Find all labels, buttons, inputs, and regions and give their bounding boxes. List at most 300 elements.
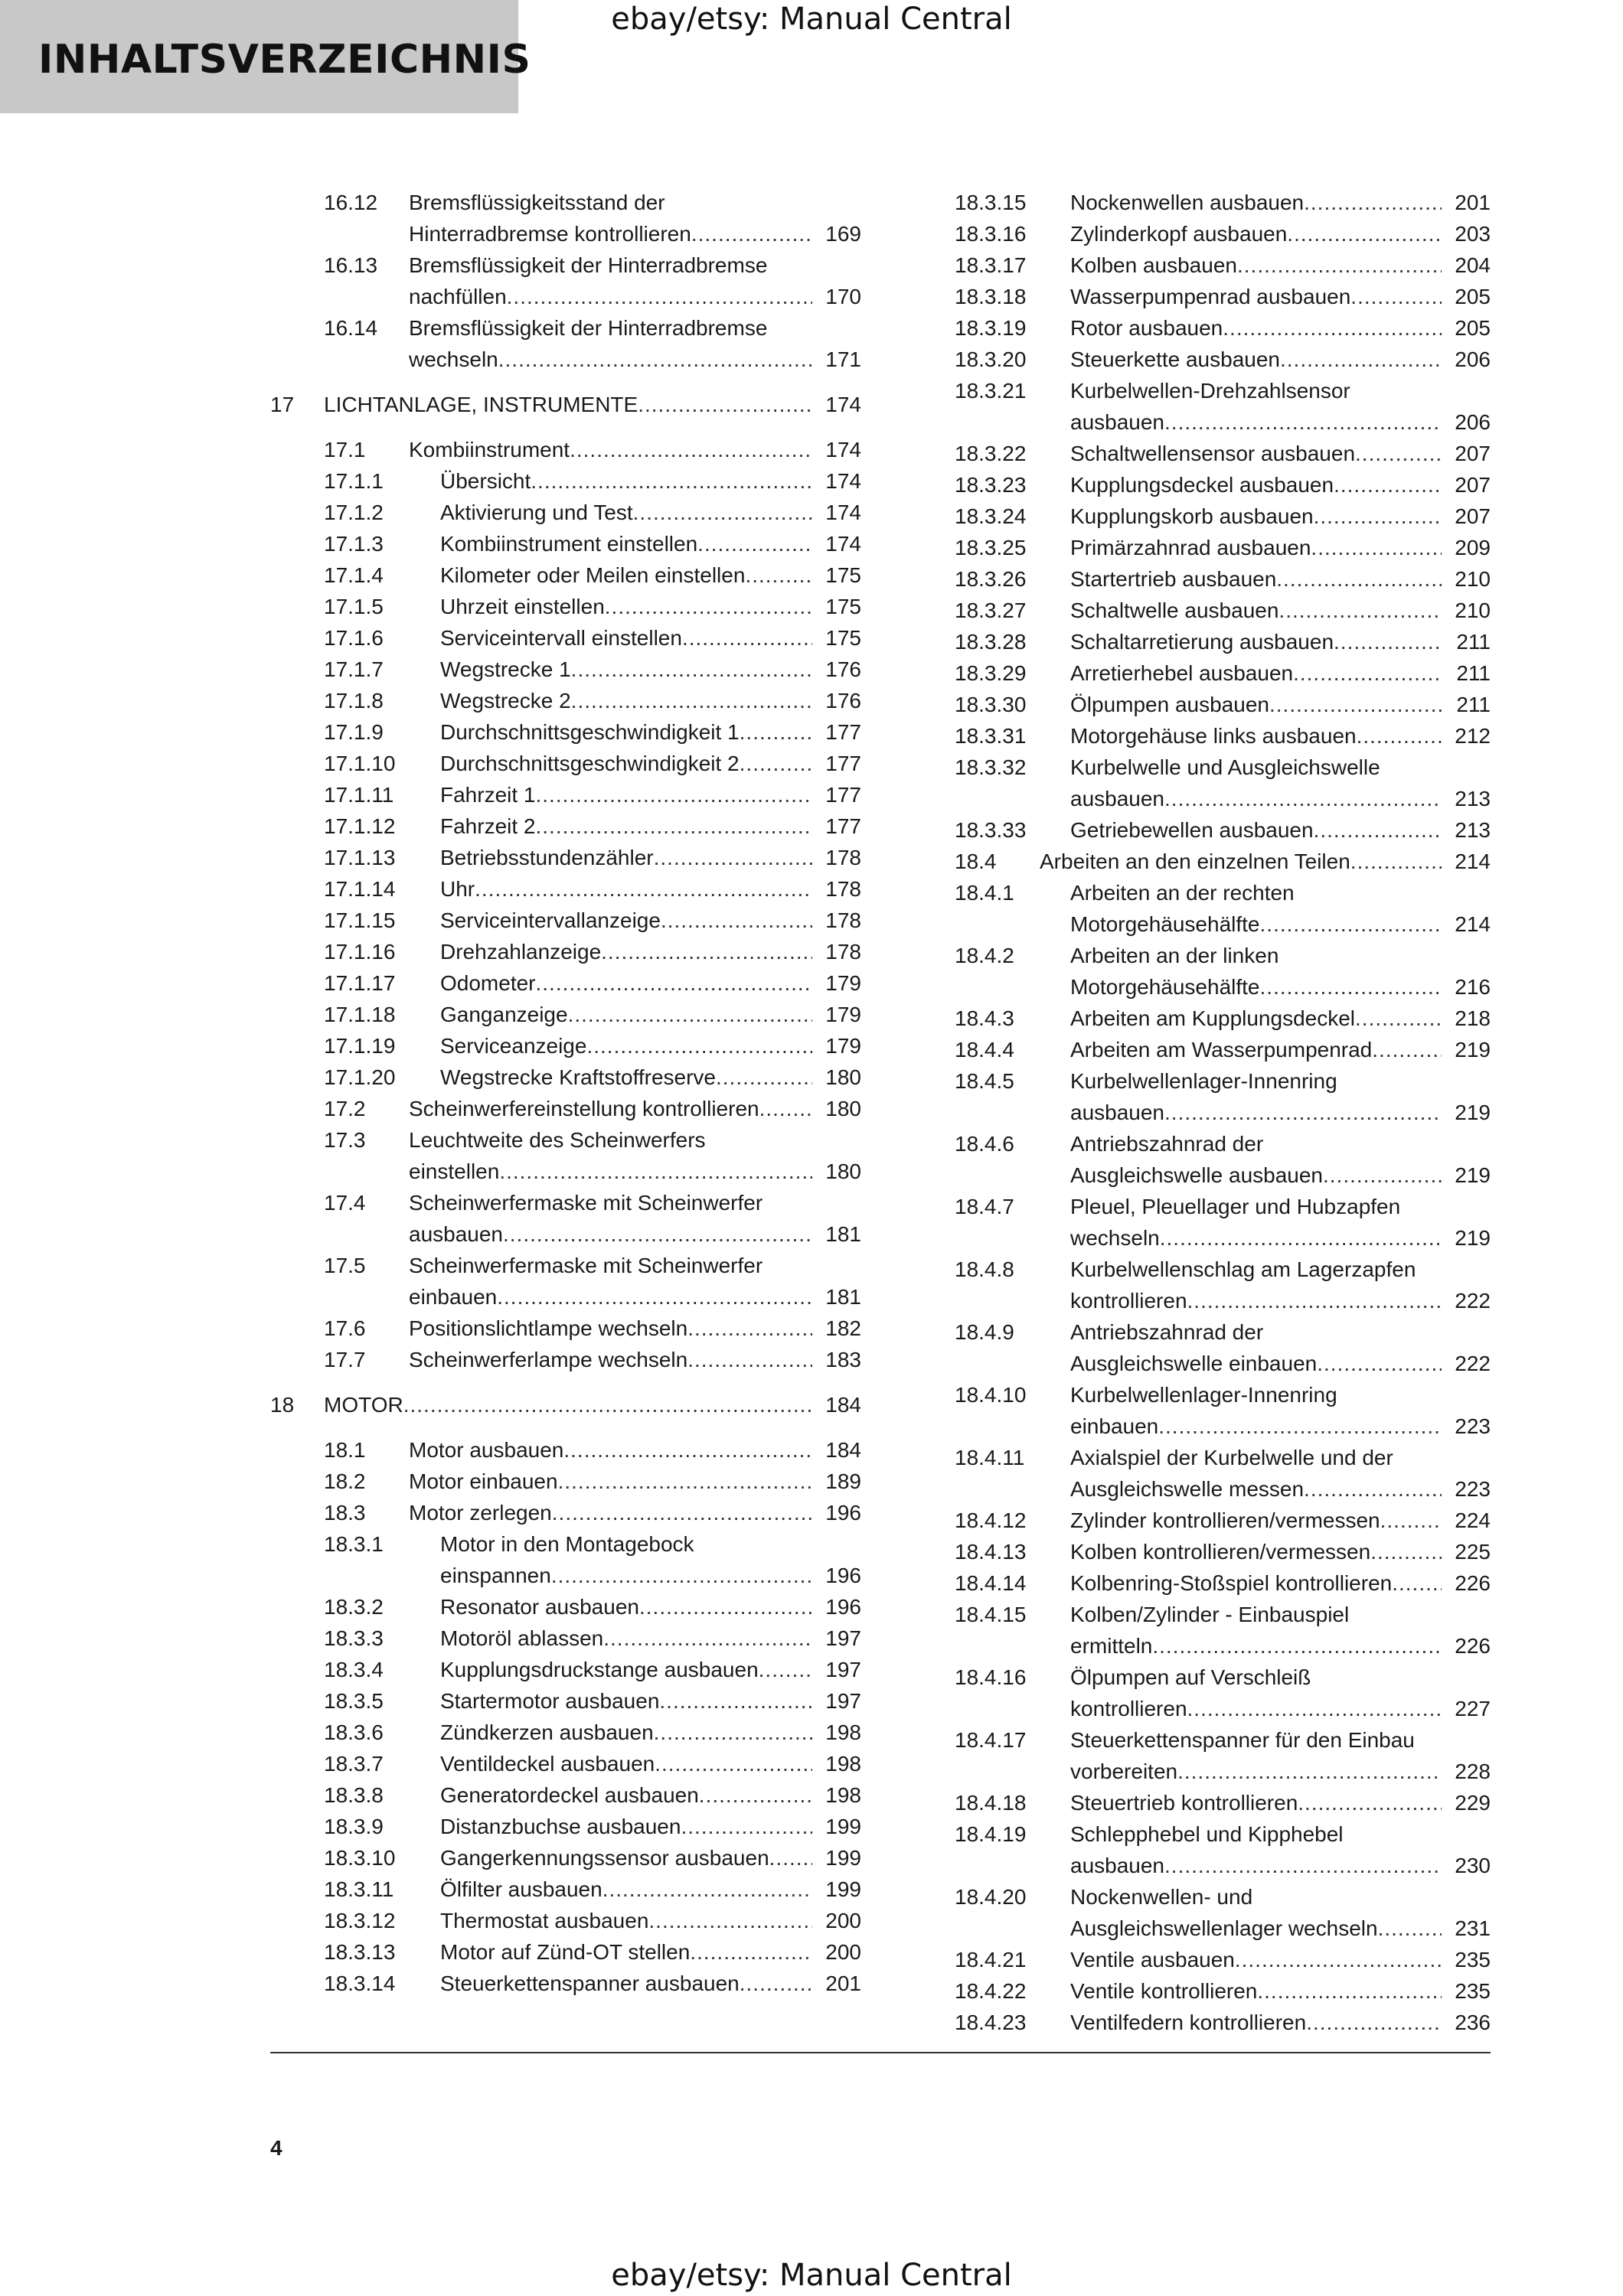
toc-entry[interactable] [955,940,1491,1003]
toc-entry-title-line: kontrollieren [1070,1289,1187,1313]
toc-entry[interactable] [955,1975,1491,2007]
toc-entry-number: 17.3 [324,1128,366,1152]
toc-entry-title-line: Motor zerlegen [409,1501,552,1525]
dot-leader [571,654,812,685]
toc-entry[interactable] [955,1379,1491,1442]
toc-entry[interactable] [270,312,861,375]
toc-entry-number: 17 [270,393,295,416]
toc-entry-page: 228 [1455,1760,1491,1783]
toc-entry[interactable] [955,1128,1491,1191]
toc-entry-title-line: Zündkerzen ausbauen [440,1720,654,1744]
toc-entry[interactable] [270,842,861,873]
toc-entry-number: 17.1.4 [324,563,384,587]
dot-leader [531,465,812,497]
toc-entry-title-line: Kilometer oder Meilen einstellen [440,563,746,587]
toc-entry[interactable] [955,563,1491,595]
toc-entry-number: 18.3.21 [955,379,1027,403]
toc-entry[interactable] [270,1124,861,1187]
dot-leader [697,528,812,559]
toc-entry-number: 17.1.3 [324,532,384,556]
dot-leader [1298,1787,1442,1818]
toc-entry-page: 235 [1455,1948,1491,1971]
toc-entry-title-line: Ganganzeige [440,1003,568,1026]
toc-entry-title-line: Kurbelwellenschlag am Lagerzapfen [1070,1257,1416,1281]
toc-entry[interactable] [955,1442,1491,1505]
toc-entry-number: 18.3 [324,1501,366,1525]
dot-leader [1260,971,1442,1003]
toc-chapter-entry[interactable] [270,1389,861,1420]
toc-entry[interactable] [270,873,861,905]
toc-entry-title-line: Kolben ausbauen [1070,253,1237,277]
dot-leader [605,591,812,622]
toc-entry-page: 170 [825,285,861,308]
toc-entry[interactable] [270,1748,861,1779]
dot-leader [1317,1348,1442,1379]
toc-entry-number: 18.4.9 [955,1320,1014,1344]
toc-entry-page: 198 [825,1783,861,1807]
toc-entry-title-line: Arbeiten am Wasserpumpenrad [1070,1038,1373,1062]
toc-entry-number: 17.1.10 [324,752,396,775]
toc-entry[interactable] [955,1254,1491,1316]
toc-entry-page: 204 [1455,253,1491,277]
toc-entry-page: 214 [1455,850,1491,873]
toc-entry-number: 17.1.20 [324,1065,396,1089]
toc-entry[interactable] [955,752,1491,814]
toc-entry[interactable] [955,218,1491,249]
toc-entry[interactable] [270,528,861,559]
toc-entry[interactable] [270,1434,861,1466]
watermark-bottom: ebay/etsy: Manual Central [611,2258,1012,2293]
dot-leader [601,936,812,967]
toc-entry-title-line: Odometer [440,971,536,995]
toc-entry-number: 17.1.7 [324,657,384,681]
toc-entry[interactable] [955,1191,1491,1254]
toc-entry-number: 17.1.2 [324,501,384,524]
toc-entry[interactable] [955,689,1491,720]
toc-entry-number: 18.3.31 [955,724,1027,748]
dot-leader [659,1685,812,1717]
dot-leader [475,873,812,905]
toc-entry-page: 174 [825,532,861,556]
toc-entry-page: 182 [825,1316,861,1340]
toc-entry-number: 17.1.11 [324,783,394,807]
toc-entry-page: 222 [1455,1352,1491,1375]
toc-entry-title-line: ausbauen [1070,1854,1165,1877]
toc-entry-number: 18.3.10 [324,1846,396,1870]
dot-leader [1304,1473,1442,1505]
toc-entry-number: 17.1.16 [324,940,396,964]
toc-entry[interactable] [955,469,1491,501]
toc-entry[interactable] [955,1662,1491,1724]
toc-entry-number: 18.3.12 [324,1909,396,1932]
toc-entry[interactable] [270,685,861,716]
toc-entry[interactable] [270,434,861,465]
toc-entry-number: 18.3.14 [324,1971,396,1995]
dot-leader [639,1591,812,1623]
toc-entry[interactable] [270,1936,861,1968]
toc-entry-title-line: Fahrzeit 1 [440,783,536,807]
toc-entry-page: 175 [825,626,861,650]
toc-entry-page: 201 [1455,191,1491,214]
toc-entry-page: 180 [825,1159,861,1183]
toc-chapter-entry[interactable] [270,389,861,420]
dot-leader [558,1466,812,1497]
toc-entry-number: 18.4.17 [955,1728,1027,1752]
toc-entry[interactable] [270,1591,861,1623]
toc-entry-title-line: Drehzahlanzeige [440,940,602,964]
dot-leader [1269,689,1442,720]
toc-entry-page: 178 [825,846,861,869]
toc-entry-title-line: Ventile kontrollieren [1070,1979,1258,2003]
toc-entry[interactable] [270,716,861,748]
toc-entry-page: 206 [1455,410,1491,434]
toc-entry-title-line: einbauen [1070,1414,1159,1438]
toc-entry-number: 18.4.11 [955,1446,1025,1469]
dot-leader [1164,406,1442,438]
toc-entry[interactable] [270,497,861,528]
dot-leader [740,1968,812,1999]
dot-leader [1370,1536,1442,1567]
toc-entry-page: 196 [825,1595,861,1619]
toc-entry-title-line: Antriebszahnrad der [1070,1132,1264,1156]
toc-entry-page: 171 [825,347,861,371]
toc-entry-number: 18.3.1 [324,1532,384,1556]
toc-entry[interactable] [270,1030,861,1062]
toc-entry[interactable] [955,532,1491,563]
dot-leader [690,1936,812,1968]
toc-entry[interactable] [270,465,861,497]
toc-entry[interactable] [270,999,861,1030]
toc-entry-page: 177 [825,752,861,775]
toc-entry-number: 18.4.5 [955,1069,1014,1093]
toc-entry[interactable] [955,312,1491,344]
dot-leader [536,779,813,810]
toc-entry-page: 201 [825,1971,861,1995]
toc-entry[interactable] [270,1654,861,1685]
toc-entry-title-line: Leuchtweite des Scheinwerfers [409,1128,706,1152]
toc-entry-title-line: Ölfilter ausbauen [440,1877,603,1901]
toc-entry-number: 18.4.6 [955,1132,1014,1156]
toc-entry-number: 18.4.18 [955,1791,1027,1815]
toc-entry-page: 219 [1455,1038,1491,1062]
toc-entry[interactable] [955,595,1491,626]
toc-entry-number: 18.3.28 [955,630,1027,654]
toc-entry-page: 198 [825,1752,861,1776]
toc-entry-number: 18.3.30 [955,693,1027,716]
toc-entry-title-line: Wegstrecke 1 [440,657,571,681]
toc-entry[interactable] [270,1528,861,1591]
toc-entry-title-line: Schaltarretierung ausbauen [1070,630,1334,654]
toc-entry[interactable] [955,1787,1491,1818]
dot-leader [1372,1034,1442,1065]
toc-entry[interactable] [270,748,861,779]
toc-entry[interactable] [270,936,861,967]
toc-entry-number: 17.4 [324,1191,366,1215]
toc-entry[interactable] [955,1881,1491,1944]
toc-entry-page: 210 [1455,567,1491,591]
toc-entry-title-line: Wasserpumpenrad ausbauen [1070,285,1351,308]
toc-entry-title-line: Betriebsstundenzähler [440,846,654,869]
toc-entry-title-line: ausbauen [1070,1101,1165,1124]
dot-leader [1334,626,1442,657]
toc-entry[interactable] [270,1250,861,1313]
toc-entry-number: 18.4.7 [955,1195,1014,1218]
toc-entry-title-line: Antriebszahnrad der [1070,1320,1264,1344]
toc-entry-number: 18.3.16 [955,222,1027,246]
dot-leader [716,1062,812,1093]
toc-entry-page: 181 [825,1285,861,1309]
toc-entry[interactable] [955,877,1491,940]
toc-entry[interactable] [270,622,861,654]
dot-leader [1160,1222,1442,1254]
toc-entry-title-line: Motorgehäuse links ausbauen [1070,724,1357,748]
toc-entry-number: 18.3.15 [955,191,1027,214]
toc-entry[interactable] [270,1623,861,1654]
toc-entry[interactable] [955,1505,1491,1536]
toc-entry-title-line: Startermotor ausbauen [440,1689,660,1713]
dot-leader [1260,908,1442,940]
toc-entry[interactable] [955,1818,1491,1881]
toc-entry-title-line: Arretierhebel ausbauen [1070,661,1294,685]
toc-entry-title-line: Scheinwerfermaske mit Scheinwerfer [409,1254,763,1277]
dot-leader [745,559,812,591]
toc-entry-title-line: Wegstrecke 2 [440,689,571,713]
toc-entry[interactable] [270,654,861,685]
toc-entry-number: 18.4.13 [955,1540,1027,1564]
toc-entry-page: 196 [825,1564,861,1587]
toc-entry[interactable] [270,1093,861,1124]
toc-entry-title-line: Positionslichtlampe wechseln [409,1316,688,1340]
toc-entry-page: 197 [825,1689,861,1713]
toc-entry-number: 18.3.18 [955,285,1027,308]
toc-entry-page: 174 [825,469,861,493]
toc-entry[interactable] [955,846,1491,877]
toc-entry-page: 184 [825,1438,861,1462]
dot-leader [1378,1913,1442,1944]
toc-entry[interactable] [955,344,1491,375]
toc-entry-number: 18.3.6 [324,1720,384,1744]
toc-entry-page: 212 [1455,724,1491,748]
dot-leader [1350,846,1442,877]
toc-entry-page: 231 [1455,1916,1491,1940]
toc-entry[interactable] [270,1842,861,1874]
dot-leader [1314,501,1442,532]
toc-entry-title-line: Nockenwellen ausbauen [1070,191,1305,214]
dot-leader [552,1497,812,1528]
toc-entry[interactable] [270,559,861,591]
dot-leader [638,389,812,420]
toc-entry[interactable] [270,967,861,999]
toc-entry[interactable] [270,249,861,312]
dot-leader [1278,595,1442,626]
toc-entry[interactable] [955,1065,1491,1128]
dot-leader [1164,783,1442,814]
toc-entry[interactable] [955,501,1491,532]
toc-entry-title-line: Übersicht [440,469,531,493]
toc-entry-title-line: Motor in den Montagebock [440,1532,694,1556]
toc-entry-number: 17.1.9 [324,720,384,744]
toc-entry[interactable] [955,1536,1491,1567]
toc-entry-page: 207 [1455,473,1491,497]
toc-entry-number: 18.3.17 [955,253,1027,277]
toc-entry-number: 18.3.29 [955,661,1027,685]
toc-entry-page: 210 [1455,598,1491,622]
toc-entry[interactable] [270,1187,861,1250]
watermark-top: ebay/etsy: Manual Central [611,2,1012,37]
toc-entry-title-line: nachfüllen [409,285,507,308]
toc-entry[interactable] [955,2007,1491,2038]
toc-entry-title-line: Ausgleichswelle messen [1070,1477,1305,1501]
toc-entry-page: 203 [1455,222,1491,246]
toc-entry-title-line: Bremsflüssigkeit der Hinterradbremse [409,253,768,277]
toc-entry[interactable] [955,657,1491,689]
toc-entry-page: 177 [825,720,861,744]
toc-entry-number: 18.4.12 [955,1508,1027,1532]
toc-entry[interactable] [955,249,1491,281]
toc-entry[interactable] [955,1944,1491,1975]
toc-entry[interactable] [270,1062,861,1093]
toc-entry[interactable] [270,1497,861,1528]
dot-leader [1280,344,1442,375]
toc-entry-page: 230 [1455,1854,1491,1877]
toc-entry-title-line: ausbauen [1070,787,1165,810]
toc-entry-title-line: Durchschnittsgeschwindigkeit 2 [440,752,740,775]
dot-leader [1257,1975,1442,2007]
toc-entry-number: 17.1.14 [324,877,396,901]
toc-entry-title-line: Steuerkette ausbauen [1070,347,1280,371]
dot-leader [1392,1567,1442,1599]
toc-entry-title-line: Bremsflüssigkeitsstand der [409,191,665,214]
toc-entry-number: 17.1.6 [324,626,384,650]
toc-entry-title-line: Kurbelwellenlager-Innenring [1070,1069,1337,1093]
dot-leader [740,748,812,779]
toc-entry-title-line: Ölpumpen ausbauen [1070,693,1269,716]
toc-entry[interactable] [270,591,861,622]
toc-entry[interactable] [955,375,1491,438]
toc-entry[interactable] [955,1034,1491,1065]
toc-entry-title-line: Primärzahnrad ausbauen [1070,536,1311,559]
toc-entry[interactable] [955,1567,1491,1599]
toc-entry[interactable] [955,1316,1491,1379]
toc-entry[interactable] [270,810,861,842]
toc-entry-title-line: Arbeiten am Kupplungsdeckel [1070,1006,1356,1030]
toc-entry-page: 174 [825,438,861,461]
toc-entry-page: 181 [825,1222,861,1246]
toc-entry-number: 16.14 [324,316,378,340]
dot-leader [699,1779,812,1811]
toc-entry-page: 226 [1455,1571,1491,1595]
dot-leader [654,1717,812,1748]
toc-entry-number: 18.1 [324,1438,366,1462]
toc-entry-number: 18.3.23 [955,473,1027,497]
toc-entry[interactable] [955,438,1491,469]
toc-entry-title-line: Serviceanzeige [440,1034,587,1058]
toc-entry[interactable] [270,1313,861,1344]
toc-entry-number: 17.7 [324,1348,366,1371]
toc-entry[interactable] [955,626,1491,657]
dot-leader [1311,532,1442,563]
toc-entry[interactable] [955,1724,1491,1787]
dot-leader [1323,1159,1442,1191]
toc-entry[interactable] [955,1599,1491,1662]
toc-entry[interactable] [270,1717,861,1748]
toc-entry-page: 214 [1455,912,1491,936]
toc-entry[interactable] [270,1344,861,1375]
toc-entry-page: 178 [825,908,861,932]
toc-entry-title-line: Kurbelwellen-Drehzahlsensor [1070,379,1350,403]
toc-entry-title-line: Kolben kontrollieren/vermessen [1070,1540,1371,1564]
toc-entry[interactable] [955,187,1491,218]
dot-leader [1164,1850,1442,1881]
toc-entry-title-line: Schaltwelle ausbauen [1070,598,1279,622]
toc-entry[interactable] [270,779,861,810]
toc-entry-number: 17.1.19 [324,1034,396,1058]
toc-entry-title-line: Aktivierung und Test [440,501,633,524]
dot-leader [1237,249,1442,281]
toc-entry[interactable] [270,1466,861,1497]
toc-column-left [270,187,861,1999]
toc-entry[interactable] [270,1905,861,1936]
toc-entry[interactable] [955,720,1491,752]
toc-entry-page: 169 [825,222,861,246]
dot-leader [681,1811,812,1842]
dot-leader [536,810,813,842]
toc-entry[interactable] [270,1874,861,1905]
toc-entry-title-line: Motor einbauen [409,1469,558,1493]
dot-leader [1355,438,1442,469]
dot-leader [551,1560,812,1591]
dot-leader [648,1905,812,1936]
toc-entry-number: 18.4.1 [955,881,1014,905]
toc-entry[interactable] [270,905,861,936]
toc-entry-page: 207 [1455,504,1491,528]
dot-leader [603,1623,812,1654]
toc-entry-number: 18 [270,1393,295,1417]
toc-entry[interactable] [270,1811,861,1842]
toc-entry[interactable] [955,814,1491,846]
toc-entry[interactable] [270,187,861,249]
toc-entry[interactable] [270,1968,861,1999]
toc-entry-title-line: Ventildeckel ausbauen [440,1752,655,1776]
dot-leader [586,1030,812,1062]
toc-entry-page: 199 [825,1846,861,1870]
dot-leader [1380,1505,1442,1536]
toc-entry-page: 223 [1455,1477,1491,1501]
toc-entry-title-line: Startertrieb ausbauen [1070,567,1277,591]
toc-entry-title-line: Kupplungskorb ausbauen [1070,504,1314,528]
toc-entry[interactable] [955,281,1491,312]
toc-entry-page: 200 [825,1909,861,1932]
toc-entry-title-line: Scheinwerfereinstellung kontrollieren [409,1097,759,1120]
toc-column-right [955,187,1491,2038]
dot-leader [1350,281,1442,312]
toc-entry-title-line: Getriebewellen ausbauen [1070,818,1314,842]
toc-entry-page: 211 [1456,693,1491,716]
toc-entry-page: 219 [1455,1101,1491,1124]
toc-entry[interactable] [270,1685,861,1717]
toc-entry-page: 205 [1455,316,1491,340]
toc-entry-page: 216 [1455,975,1491,999]
toc-entry-page: 205 [1455,285,1491,308]
toc-entry-number: 18.3.33 [955,818,1027,842]
toc-entry-page: 229 [1455,1791,1491,1815]
toc-entry-title-line: MOTOR [324,1393,403,1417]
toc-entry[interactable] [270,1779,861,1811]
toc-entry-page: 175 [825,595,861,618]
toc-entry-page: 213 [1455,818,1491,842]
dot-leader [603,1874,812,1905]
toc-entry[interactable] [955,1003,1491,1034]
